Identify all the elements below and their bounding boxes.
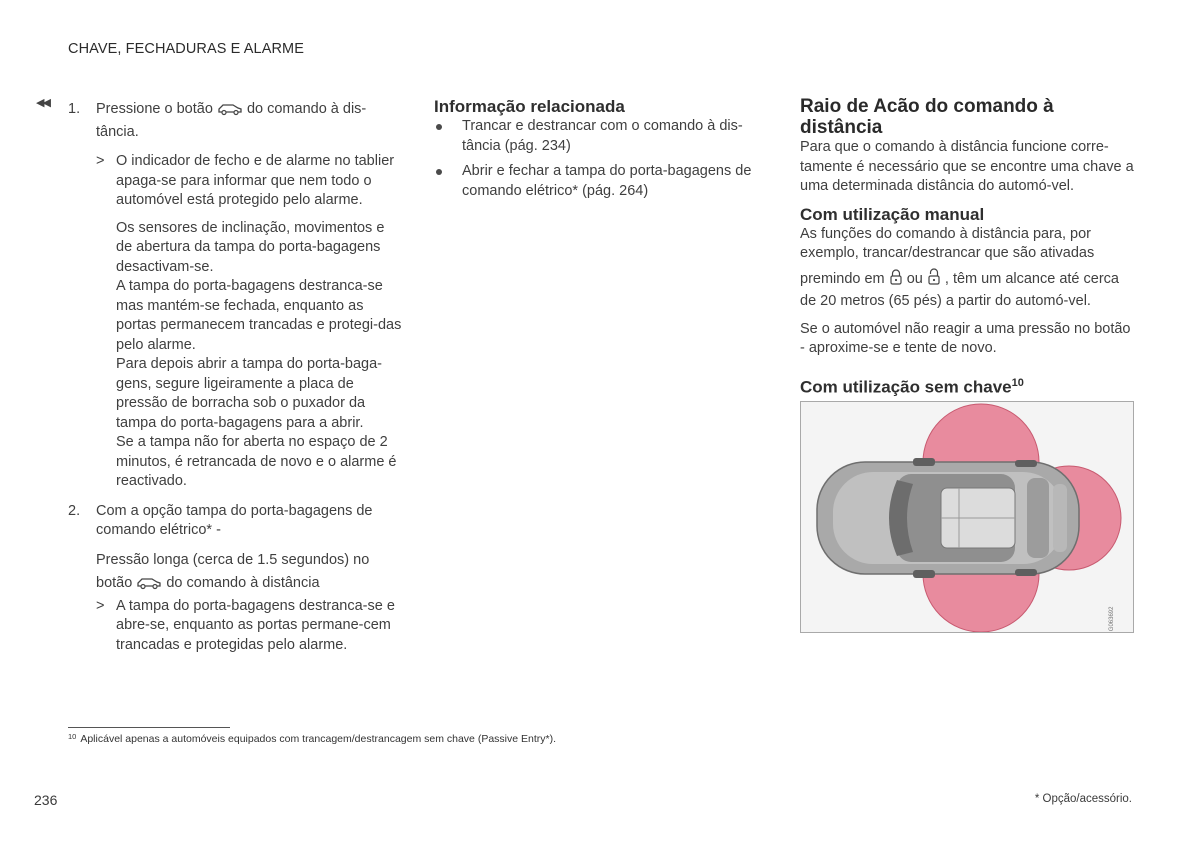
footnote-divider <box>68 727 230 728</box>
paragraph <box>68 574 403 597</box>
paragraph: Pressão longa (cerca de 1.5 segundos) no <box>96 551 370 568</box>
footnote-text: Aplicável apenas a automóveis equipados com trancagem/destrancagem sem chave (Passive Entry*). <box>80 733 557 745</box>
step-text: Pressione o botão <box>96 101 213 117</box>
bullet-icon <box>436 169 442 175</box>
button-text-cont: do comando à distância <box>166 575 320 591</box>
result-text: A tampa do porta-bagagens destranca-se e abre-se, enquanto as portas permane-cem trancadas e protegidas pelo alarme. <box>116 597 395 653</box>
paragraph: Se a tampa não for aberta no espaço de 2 minutos, é retrancada de novo e o alarme é reactivado. <box>116 434 397 489</box>
tailgate-button-icon <box>136 576 162 597</box>
bullet-icon <box>436 124 442 130</box>
result-1 <box>68 152 403 211</box>
footnote <box>68 732 556 745</box>
option-note: * Opção/acessório. <box>1034 793 1132 805</box>
paragraph: Os sensores de inclinação, movimentos e de abertura da tampa do porta-bagagens desactivam-se. <box>116 219 385 275</box>
related-link-text[interactable]: Abrir e fechar a tampa do porta-bagagens de comando elétrico* (pág. 264) <box>462 163 752 199</box>
manual-heading: Com utilização manual <box>800 204 985 224</box>
keyless-heading <box>800 373 1134 398</box>
column-left <box>68 100 403 663</box>
step-number: 2. <box>68 502 81 519</box>
related-link[interactable] <box>434 162 770 201</box>
step-text: Com a opção tampa do porta-bagagens de comando elétrico* - <box>96 502 373 538</box>
paragraph: As funções do comando à distância para, por exemplo, trancar/destrancar que são ativadas <box>800 225 1095 261</box>
step-1 <box>68 100 403 142</box>
lock-icon <box>889 268 903 293</box>
result-arrow: > <box>96 153 105 169</box>
running-head: CHAVE, FECHADURAS E ALARME <box>68 41 304 57</box>
paragraph <box>800 268 1134 312</box>
paragraph: A tampa do porta-bagagens destranca-se mas mantém-se fechada, enquanto as portas permanecem trancadas e protegi-das pelo alarme. <box>116 278 402 353</box>
back-arrows-icon[interactable]: ◀◀ <box>36 97 49 109</box>
result-text: O indicador de fecho e de alarme no tablier apaga-se para informar que nem todo o automóvel está protegido pelo alarme. <box>116 153 395 208</box>
paragraph: Se o automóvel não reagir a uma pressão no botão - aproxime-se e tente de novo. <box>800 320 1131 356</box>
result-2 <box>68 597 403 656</box>
button-text: botão <box>96 575 133 591</box>
paragraph: Para depois abrir a tampa do porta-baga-gens, segure ligeiramente a placa de pressão de borracha sob o puxador da tampa do porta-bagagens para a abrir. <box>116 356 382 431</box>
keyless-range-figure <box>800 401 1134 633</box>
paragraph: Para que o comando à distância funcione corre-tamente é necessário que se encontre uma chave a uma determinada distância do automó-vel. <box>800 139 1134 194</box>
column-right <box>800 96 1134 633</box>
keyless-heading-text: Com utilização sem chave <box>800 377 1012 397</box>
section-title: Raio de Acão do comando à distância <box>800 96 1054 138</box>
step-number: 1. <box>68 101 81 117</box>
text: , têm um alcance até cerca de 20 metros (65 pés) a partir do automó-vel. <box>800 270 1119 309</box>
related-link[interactable] <box>434 117 770 156</box>
related-link-text[interactable]: Trancar e destrancar com o comando à dis-tância (pág. 234) <box>462 118 743 154</box>
step-text-cont: do comando à dis-tância. <box>96 101 367 140</box>
related-heading: Informação relacionada <box>434 97 625 116</box>
page-number: 236 <box>34 792 58 808</box>
footnote-number: 10 <box>68 732 77 741</box>
unlock-icon <box>927 268 941 293</box>
car-top-view-icon <box>817 458 1079 578</box>
footnote-ref: 10 <box>1011 376 1024 389</box>
step-2 <box>68 502 403 541</box>
figure-code: G063692 <box>1109 606 1116 631</box>
tailgate-button-icon <box>217 102 243 123</box>
column-middle <box>434 97 770 207</box>
car-range-diagram <box>801 402 1133 632</box>
result-arrow: > <box>96 597 105 614</box>
text: ou <box>906 270 923 287</box>
text: premindo em <box>800 270 885 287</box>
